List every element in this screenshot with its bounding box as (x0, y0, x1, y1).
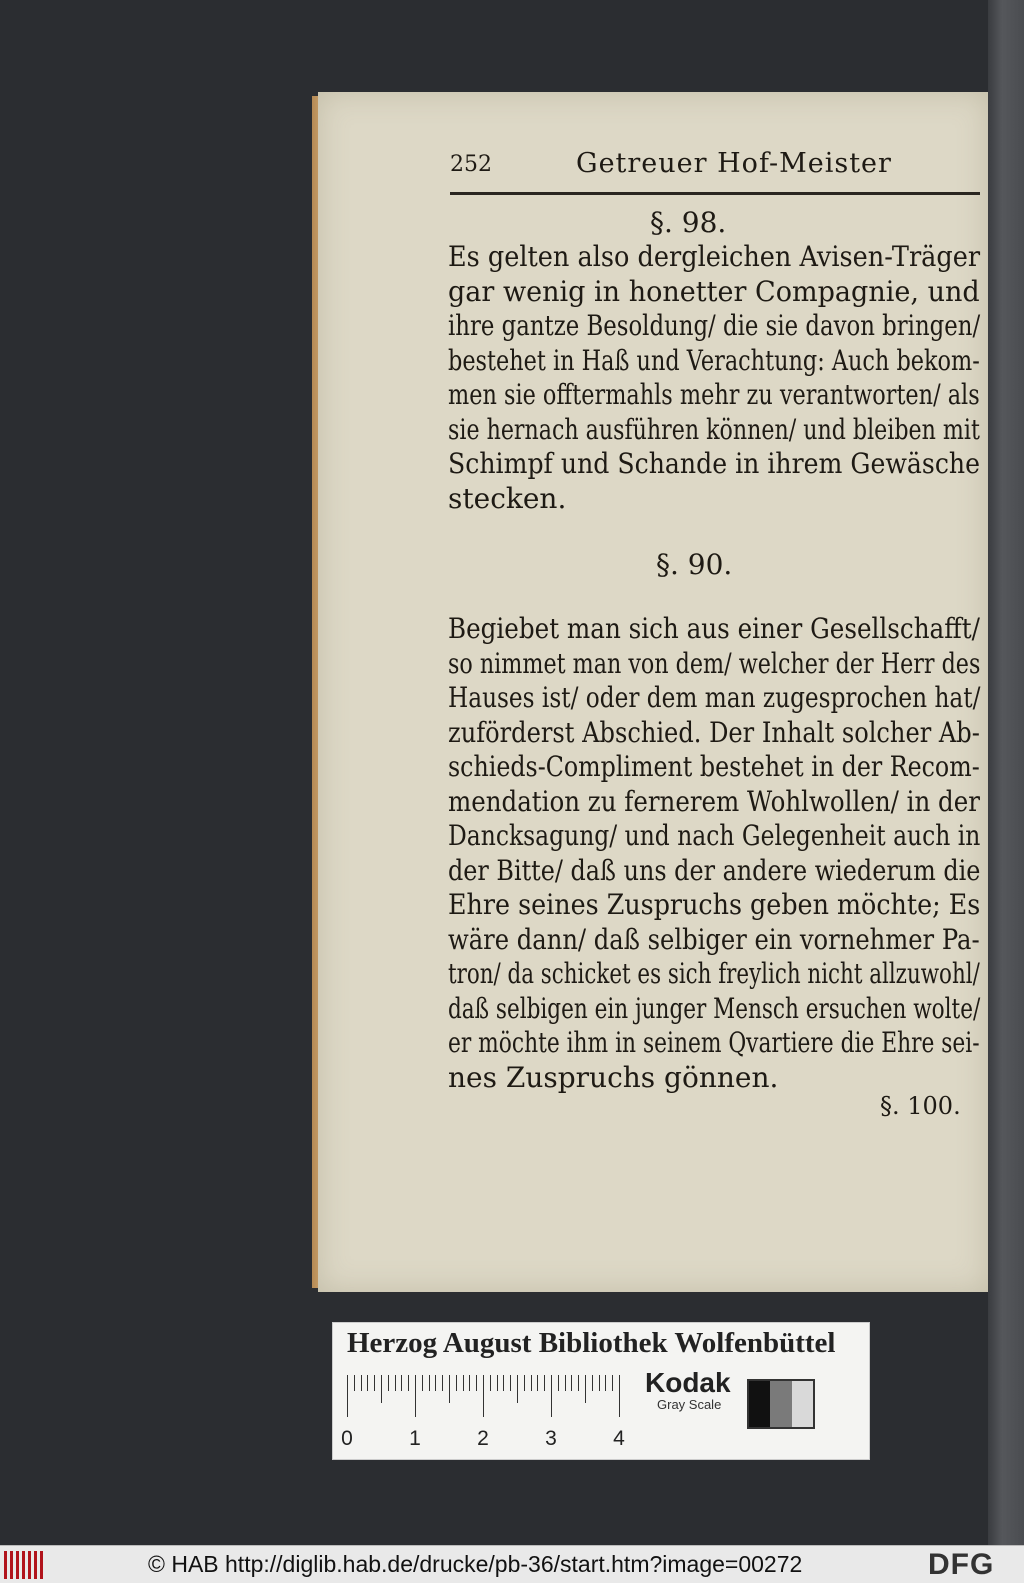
dfg-logo: DFG (928, 1548, 995, 1581)
ruler-tick (354, 1375, 355, 1391)
running-head (450, 148, 980, 188)
paragraph-90 (448, 612, 980, 1095)
text-line: so nimmet man von dem/ welcher der Herr des (448, 646, 981, 680)
text-line: Hauses ist/ oder dem man zugesprochen hat/ (448, 681, 981, 714)
ruler-tick (490, 1375, 491, 1391)
ruler-number: 4 (613, 1427, 625, 1450)
ruler-tick (483, 1375, 484, 1417)
ruler-tick (517, 1375, 518, 1403)
ruler-tick (497, 1375, 498, 1391)
text-line: ihre gantze Besoldung/ die sie davon bringen/ (448, 309, 981, 342)
gray-scale-label: Gray Scale (657, 1397, 722, 1412)
ruler-tick (619, 1375, 620, 1417)
gray-swatch (792, 1381, 813, 1427)
text-line: Dancksagung/ und nach Gelegenheit auch in (448, 819, 981, 852)
running-title: Getreuer Hof-Meister (576, 148, 892, 179)
ruler-number: 2 (477, 1427, 489, 1450)
text-line: bestehet in Haß und Verachtung: Auch bekom- (448, 343, 980, 377)
text-line: Schimpf und Schande in ihrem Gewäsche (448, 447, 981, 480)
library-label-card (332, 1322, 870, 1460)
ruler-tick (565, 1375, 566, 1391)
ruler-tick (415, 1375, 416, 1417)
ruler-tick (599, 1375, 600, 1391)
head-rule (450, 192, 980, 195)
ruler-tick (435, 1375, 436, 1391)
page-number: 252 (450, 152, 492, 177)
ruler-tick (612, 1375, 613, 1391)
ruler-tick (361, 1375, 362, 1391)
hab-logo-icon (4, 1551, 46, 1579)
ruler-tick (544, 1375, 545, 1391)
ruler-number: 3 (545, 1427, 557, 1450)
ruler-tick (503, 1375, 504, 1391)
ruler-number: 0 (341, 1427, 353, 1450)
text-line: schieds-Compliment bestehet in der Recom- (448, 750, 980, 783)
text-line: wäre dann/ daß selbiger ein vornehmer Pa- (448, 922, 980, 956)
text-line: daß selbigen ein junger Mensch ersuchen wolte/ (448, 991, 981, 1025)
ruler-number: 1 (409, 1427, 421, 1450)
text-line: der Bitte/ daß uns der andere wiederum die (448, 853, 981, 887)
ruler-tick (449, 1375, 450, 1403)
text-line: men sie offtermahls mehr zu verantworten/ als (448, 378, 980, 411)
gray-swatch (770, 1381, 791, 1427)
text-line: Ehre seines Zuspruchs geben möchte; Es (448, 888, 981, 921)
gray-swatch (749, 1381, 770, 1427)
text-line: nes Zuspruchs gönnen. (448, 1060, 779, 1094)
text-line: sie hernach ausführen können/ und bleiben mit (448, 412, 980, 446)
text-line: mendation zu fernerem Wohlwollen/ in der (448, 784, 980, 818)
ruler-tick (585, 1375, 586, 1403)
section-mark-98: §. 98. (650, 206, 727, 239)
ruler-tick (476, 1375, 477, 1391)
ruler-tick (429, 1375, 430, 1391)
text-line: er möchte ihm in seinem Qvartiere die Ehre sei- (448, 1026, 980, 1059)
ruler-tick (395, 1375, 396, 1391)
footer-copyright-link[interactable]: © HAB http://diglib.hab.de/drucke/pb-36/start.htm?image=00272 (148, 1551, 803, 1577)
text-line: zuförderst Abschied. Der Inhalt solcher Ab- (448, 715, 980, 749)
ruler-tick (524, 1375, 525, 1391)
section-mark-90: §. 90. (656, 548, 733, 581)
ruler-tick (578, 1375, 579, 1391)
footer-bar (0, 1545, 1024, 1583)
ruler-tick (469, 1375, 470, 1391)
ruler-tick (605, 1375, 606, 1391)
library-name: Herzog August Bibliothek Wolfenbüttel (347, 1327, 836, 1359)
kodak-brand: Kodak (645, 1367, 731, 1398)
ruler-tick (442, 1375, 443, 1391)
ruler-tick (408, 1375, 409, 1391)
ruler-tick (422, 1375, 423, 1391)
text-line: Begiebet man sich aus einer Gesellschafft/ (448, 612, 980, 645)
ruler-tick (531, 1375, 532, 1391)
ruler-tick (388, 1375, 389, 1391)
ruler-tick (551, 1375, 552, 1417)
ruler-scale (341, 1375, 625, 1455)
ruler-tick (401, 1375, 402, 1391)
ruler-tick (456, 1375, 457, 1391)
ruler-tick (571, 1375, 572, 1391)
ruler-tick (381, 1375, 382, 1403)
ruler-tick (537, 1375, 538, 1391)
catchword: §. 100. (880, 1092, 961, 1120)
ruler-tick (374, 1375, 375, 1391)
text-line: gar wenig in honetter Compagnie, und (448, 274, 980, 308)
text-line: Es gelten also dergleichen Avisen-Träger (448, 240, 981, 273)
paragraph-98 (448, 240, 980, 516)
book-binding-edge (988, 0, 1024, 1545)
ruler-tick (347, 1375, 348, 1417)
text-line: stecken. (448, 481, 567, 515)
ruler-tick (558, 1375, 559, 1391)
ruler-tick (463, 1375, 464, 1391)
text-line: tron/ da schicket es sich freylich nicht allzuwohl/ (448, 957, 980, 990)
ruler-tick (510, 1375, 511, 1391)
ruler-tick (367, 1375, 368, 1391)
ruler-tick (592, 1375, 593, 1391)
gray-scale-swatches (747, 1379, 815, 1429)
